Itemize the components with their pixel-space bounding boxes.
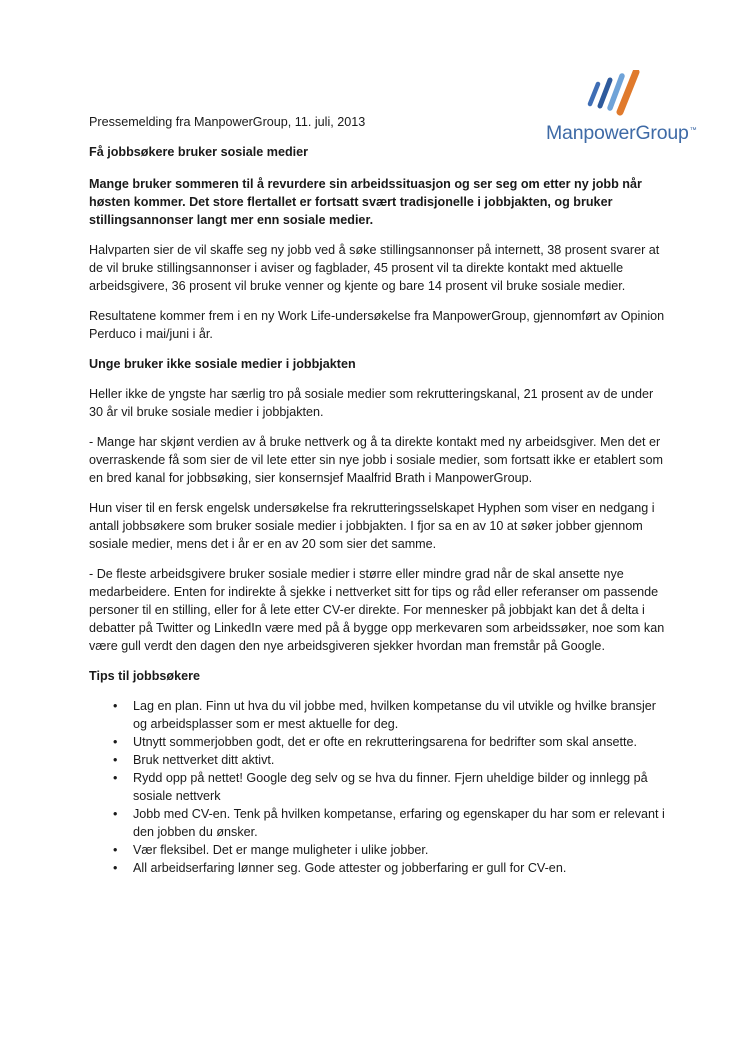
bullet-icon: • <box>113 735 118 749</box>
body-paragraph: - Mange har skjønt verdien av å bruke nettverk og å ta direkte kontakt med ny arbeidsgiver. Men det er overraskende få som sier de vil lete etter sin nye jobb i sosiale medier, som fortsatt ikke er etablert som en bred kanal for jobbsøking, sier konsernsjef Maalfrid Brath i ManpowerGroup. <box>89 435 663 485</box>
list-item-text: Rydd opp på nettet! Google deg selv og se hva du finner. Fjern uheldige bilder og innlegg på sosiale nettverk <box>133 771 648 803</box>
bullet-icon: • <box>113 699 118 713</box>
section-heading: Tips til jobbsøkere <box>89 669 201 683</box>
list-item-text: All arbeidserfaring lønner seg. Gode attester og jobberfaring er gull for CV-en. <box>133 861 567 875</box>
manpowergroup-logo-icon <box>586 70 646 116</box>
bullet-icon: • <box>113 861 118 875</box>
lead-paragraph: Mange bruker sommeren til å revurdere sin arbeidssituasjon og ser seg om etter ny jobb når høsten kommer. Det store flertallet er fortsatt svært tradisjonelle i jobbjakten, og bruker stillingsannonser langt mer enn sosiale medier. <box>89 177 642 227</box>
body-paragraph: Heller ikke de yngste har særlig tro på sosiale medier som rekrutteringskanal, 21 prosent av de under 30 år vil bruke sosiale medier i jobbjakten. <box>89 387 654 419</box>
logo-trademark: ™ <box>689 126 697 134</box>
section-heading: Unge bruker ikke sosiale medier i jobbjakten <box>89 357 356 371</box>
list-item-text: Utnytt sommerjobben godt, det er ofte en rekrutteringsarena for bedrifter som skal ansette. <box>133 735 638 749</box>
body-paragraph: - De fleste arbeidsgivere bruker sosiale medier i større eller mindre grad når de skal ansette nye medarbeidere. Enten for indirekte å sjekke i nettverket sitt for tips og råd eller referanser om passende personer til en stilling, eller for å lete etter CV-er direkte. For mennesker på jobbjakt kan det å delta i debatter på Twitter og LinkedIn være med på å bygge opp merkevaren som arbeidssøker, noe som kan være gull verdt den dagen den nye arbeidsgiveren sjekker hvordan man fremstår på Google. <box>89 567 665 653</box>
body-paragraph: Resultatene kommer frem i en ny Work Life-undersøkelse fra ManpowerGroup, gjennomført av Opinion Perduco i mai/juni i år. <box>89 309 665 341</box>
list-item <box>113 859 669 877</box>
list-item-text: Lag en plan. Finn ut hva du vil jobbe med, hvilken kompetanse du vil utvikle og hvilke bransjer og arbeidsplasser som er mest aktuelle for deg. <box>133 699 656 731</box>
list-item-text: Jobb med CV-en. Tenk på hvilken kompetanse, erfaring og egenskaper du har som er relevant i den jobben du ønsker. <box>133 807 665 839</box>
list-item-text: Bruk nettverket ditt aktivt. <box>133 753 275 767</box>
list-item <box>113 769 669 805</box>
list-item <box>113 733 669 751</box>
list-item <box>113 697 669 733</box>
body-paragraph: Halvparten sier de vil skaffe seg ny jobb ved å søke stillingsannonser på internett, 38 prosent svarer at de vil bruke stillingsannonser i aviser og fagblader, 45 prosent vil ta direkte kontakt med aktuelle arbeidsgivere, 36 prosent vil bruke venner og kjente og bare 14 prosent vil bruke sosiale medier. <box>89 243 660 293</box>
press-release-title: Få jobbsøkere bruker sosiale medier <box>89 145 309 159</box>
bullet-icon: • <box>113 807 118 821</box>
press-release-body <box>89 113 669 877</box>
dateline: Pressemelding fra ManpowerGroup, 11. juli, 2013 <box>89 115 366 129</box>
list-item <box>113 805 669 841</box>
bullet-icon: • <box>113 771 118 785</box>
bullet-icon: • <box>113 843 118 857</box>
bullet-icon: • <box>113 753 118 767</box>
list-item <box>113 751 669 769</box>
body-paragraph: Hun viser til en fersk engelsk undersøkelse fra rekrutteringsselskapet Hyphen som viser en nedgang i antall jobbsøkere som bruker sosiale medier i jobbjakten. I fjor sa en av 10 at søker jobber gjennom sosiale medier, mens det i år er en av 20 som sier det samme. <box>89 501 655 551</box>
list-item-text: Vær fleksibel. Det er mange muligheter i ulike jobber. <box>133 843 429 857</box>
logo-name: ManpowerGroup <box>546 122 689 144</box>
tips-list <box>89 697 669 877</box>
list-item <box>113 841 669 859</box>
